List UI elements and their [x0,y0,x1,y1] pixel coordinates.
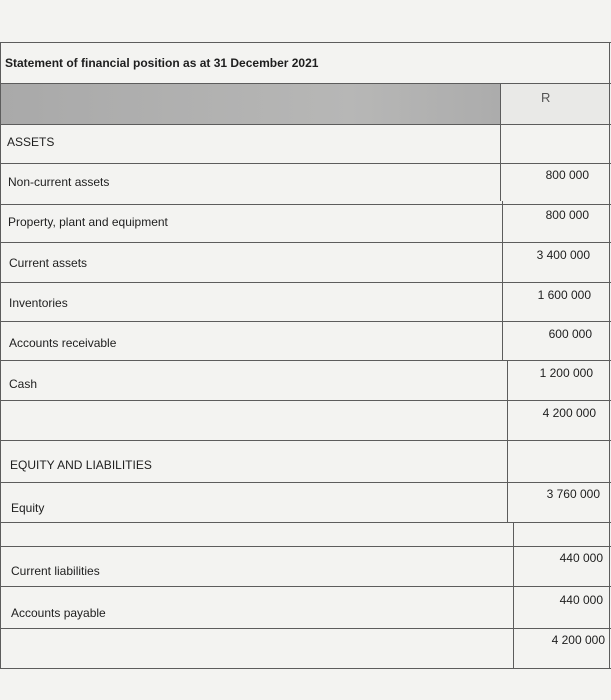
row-label-property-plant-equipment: Property, plant and equipment [8,215,168,229]
amount-inventories: 1 600 000 [537,288,591,302]
row-label-non-current-assets: Non-current assets [8,175,110,189]
amount-current-assets: 3 400 000 [536,248,590,262]
header-shaded-cell [1,84,500,125]
amount-property-plant-equipment: 800 000 [545,208,589,222]
header-currency-cell [501,84,609,125]
row-label-accounts-receivable: Accounts receivable [9,336,117,350]
amount-current-liabilities: 440 000 [559,551,603,565]
amount-accounts-receivable: 600 000 [548,327,592,341]
amount-total-assets: 4 200 000 [542,406,596,420]
row-label-equity-and-liabilities: EQUITY AND LIABILITIES [10,458,152,472]
amount-equity: 3 760 000 [546,487,600,501]
row-label-equity: Equity [11,501,45,515]
statement-title: Statement of financial position as at 31 December 2021 [5,56,319,70]
row-label-assets: ASSETS [7,135,55,149]
row-label-cash: Cash [9,377,38,391]
currency-column-header: R [541,90,551,105]
row-label-current-assets: Current assets [9,256,88,270]
row-label-accounts-payable: Accounts payable [11,606,106,620]
amount-cash: 1 200 000 [539,366,593,380]
amount-accounts-payable: 440 000 [559,593,603,607]
amount-non-current-assets: 800 000 [545,168,589,182]
row-label-inventories: Inventories [9,296,68,310]
amount-total-equity-and-liabilities: 4 200 000 [551,633,605,647]
row-label-current-liabilities: Current liabilities [11,564,100,578]
